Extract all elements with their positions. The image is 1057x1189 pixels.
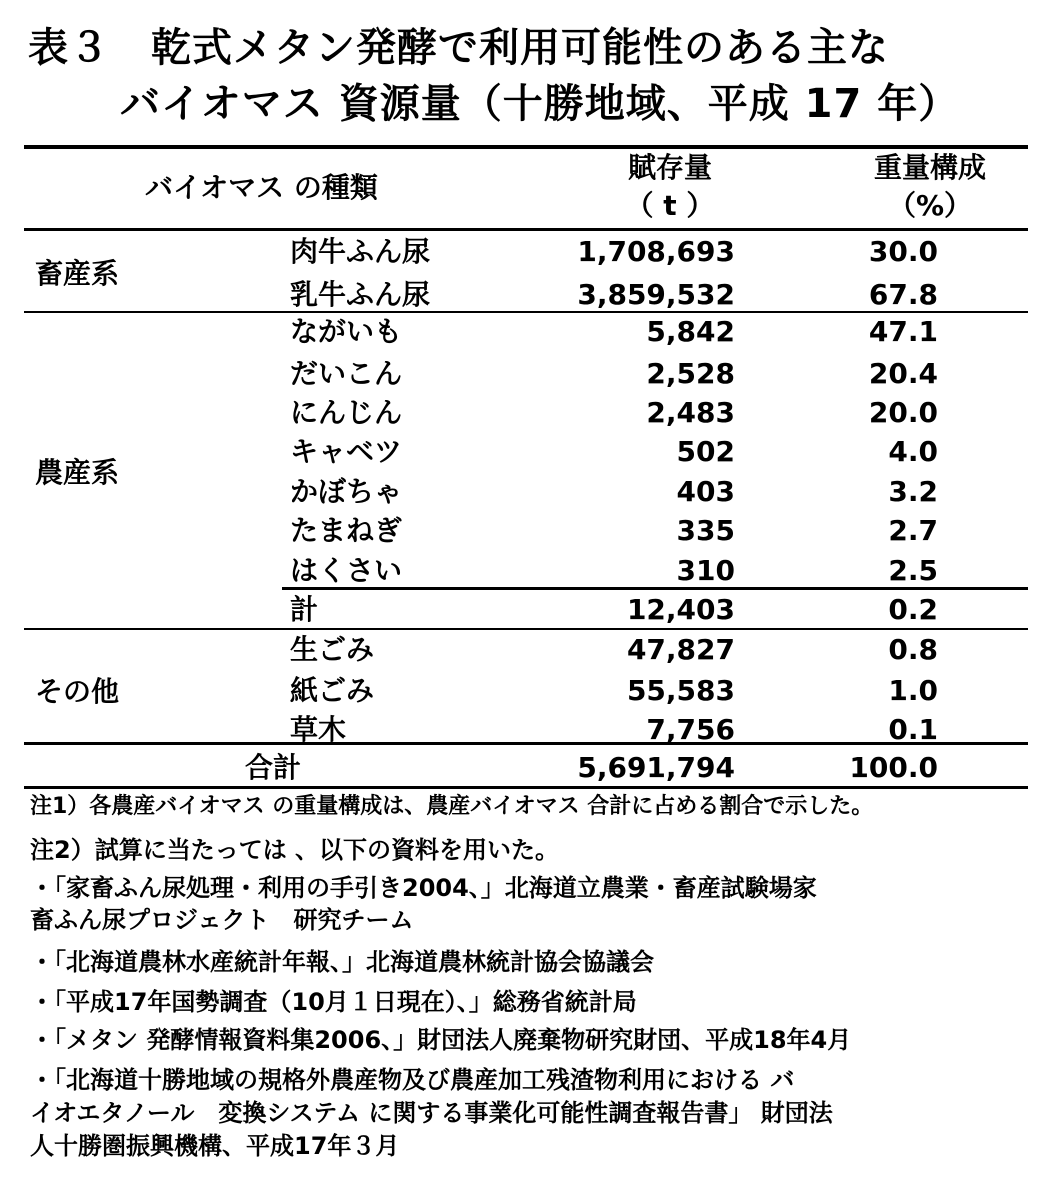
ratio-value: 0.1	[888, 713, 938, 746]
note-line: 人十勝圏振興機構、平成17年３月	[30, 1132, 400, 1160]
group-name-agri: 農産系	[35, 456, 120, 489]
ratio-value: 67.8	[868, 278, 938, 311]
subtotal-label: 計	[290, 593, 319, 626]
amount-value: 2,528	[646, 357, 735, 390]
note-line: 注2）試算に当たっては 、以下の資料を用いた。	[30, 836, 560, 864]
title-line-1: 表３ 乾式メタン発酵で利用可能性のある主な	[28, 25, 889, 71]
note-line: ・「北海道十勝地域の規格外農産物及び農産加工残渣物利用における バ	[30, 1066, 795, 1094]
ratio-value: 2.7	[888, 514, 938, 547]
item-label: かぼちゃ	[290, 475, 403, 508]
note-line: 注1）各農産バイオマス の重量構成は、農産バイオマス 合計に占める割合で示した。	[30, 794, 874, 819]
note-line: ・「メタン 発酵情報資料集2006、」財団法人廃棄物研究財団、平成18年4月	[30, 1026, 852, 1054]
amount-value: 1,708,693	[577, 235, 735, 268]
table-top-rule	[24, 145, 1028, 149]
ratio-value: 4.0	[888, 435, 938, 468]
ratio-value: 0.8	[888, 633, 938, 666]
amount-value: 335	[676, 514, 735, 547]
header-bottom-rule	[24, 228, 1028, 231]
item-label: たまねぎ	[290, 514, 403, 547]
amount-value: 3,859,532	[577, 278, 735, 311]
subtotal-ratio: 0.2	[888, 593, 938, 626]
note-line: イオエタノール 変換システム に関する事業化可能性調査報告書」 財団法	[30, 1099, 833, 1127]
amount-value: 2,483	[646, 396, 735, 429]
header-amount-unit: （ t ）	[625, 189, 715, 222]
note-line: ・「平成17年国勢調査（10月１日現在）、」総務省統計局	[30, 988, 637, 1016]
amount-value: 55,583	[626, 674, 735, 707]
item-label: 草木	[290, 713, 347, 746]
item-label: 紙ごみ	[290, 674, 375, 707]
subtotal-amount: 12,403	[626, 593, 735, 626]
amount-value: 7,756	[646, 713, 735, 746]
group-divider-2	[24, 628, 1028, 630]
note-line: ・「北海道農林水産統計年報、」北海道農林統計協会協議会	[30, 948, 654, 976]
note-line: 畜ふん尿プロジェクト 研究チーム	[30, 906, 414, 934]
ratio-value: 1.0	[888, 674, 938, 707]
ratio-value: 3.2	[888, 475, 938, 508]
header-ratio: 重量構成	[873, 151, 986, 184]
amount-value: 502	[676, 435, 735, 468]
header-amount: 賦存量	[627, 151, 712, 184]
total-ratio: 100.0	[849, 751, 938, 784]
ratio-value: 20.4	[868, 357, 938, 390]
title-line-2: バイオマス 資源量（十勝地域、平成 17 年）	[120, 81, 960, 127]
item-label: はくさい	[290, 554, 403, 587]
item-label: キャベツ	[290, 435, 403, 468]
item-label: 乳牛ふん尿	[290, 278, 431, 311]
ratio-value: 20.0	[868, 396, 938, 429]
total-label: 合計	[245, 751, 302, 784]
amount-value: 47,827	[626, 633, 735, 666]
ratio-value: 30.0	[868, 235, 938, 268]
header-ratio-unit: （%）	[887, 189, 973, 222]
amount-value: 5,842	[646, 315, 735, 348]
group-name-livestock: 畜産系	[35, 257, 120, 290]
header-type: バイオマス の種類	[145, 171, 378, 204]
item-label: にんじん	[290, 396, 403, 429]
ratio-value: 47.1	[868, 315, 938, 348]
amount-value: 403	[676, 475, 735, 508]
group-name-other: その他	[35, 675, 120, 708]
item-label: 肉牛ふん尿	[290, 235, 431, 268]
item-label: 生ごみ	[290, 633, 375, 666]
ratio-value: 2.5	[888, 554, 938, 587]
amount-value: 310	[676, 554, 735, 587]
table-bottom-rule	[24, 786, 1028, 789]
total-amount: 5,691,794	[577, 751, 735, 784]
item-label: だいこん	[290, 357, 403, 390]
note-line: ・「家畜ふん尿処理・利用の手引き2004、」北海道立農業・畜産試験場家	[30, 874, 817, 902]
item-label: ながいも	[290, 315, 403, 348]
